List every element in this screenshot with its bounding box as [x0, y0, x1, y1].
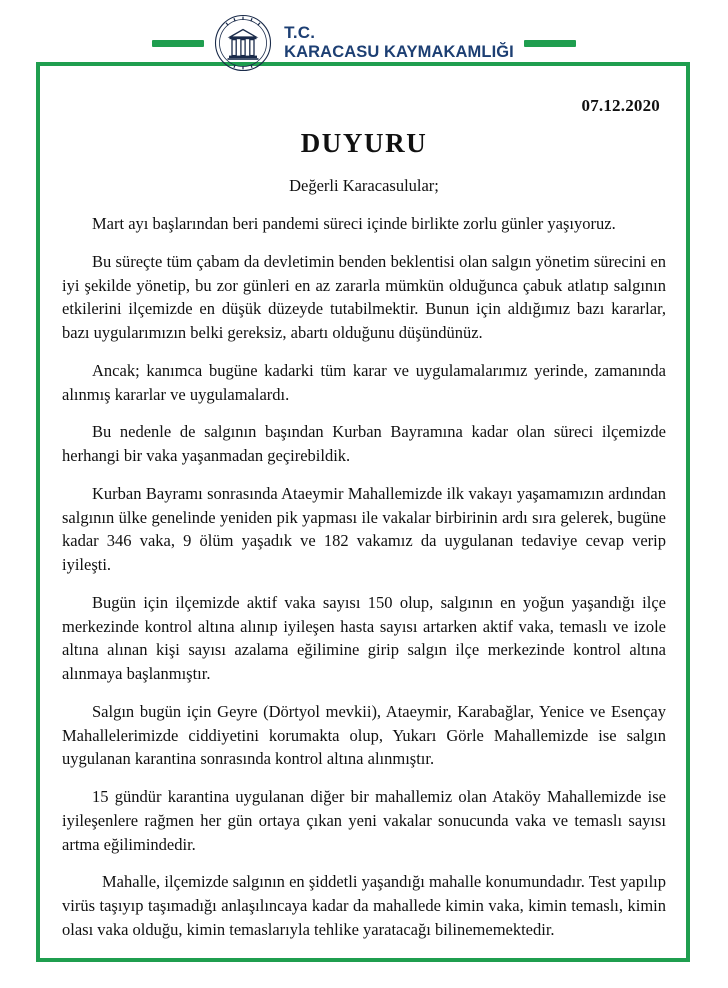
body-paragraph: 15 gündür karantina uygulanan diğer bir mahallemiz olan Ataköy Mahallemizde ise iyileşenlere rağmen her gün ortaya çıkan yeni vakalar sonucunda vaka ve temaslı sayısı artma eğilimindedir. [62, 787, 666, 854]
document-date: 07.12.2020 [581, 96, 660, 115]
letterhead-office-name: KARACASU KAYMAKAMLIĞI [284, 43, 514, 62]
letterhead-rule-right [524, 40, 576, 47]
letterhead [0, 0, 728, 86]
letterhead-rule-left [152, 40, 204, 47]
body-paragraph: Bu nedenle de salgının başından Kurban Bayramına kadar olan süreci ilçemizde herhangi bir vaka yaşanmadan geçirebildik. [62, 422, 666, 465]
body-paragraph: Bugün için ilçemizde aktif vaka sayısı 150 olup, salgının en yoğun yaşandığı ilçe merkezinde kontrol altına alınıp iyileşen hasta sayısı artarken aktif vaka, temaslı ve izole altına alınan kişi sayısı azalama eğilimine girip salgın ilçe merkezinde kontrol altına alınmaya başlanmıştır. [62, 592, 666, 683]
document-sheet [36, 62, 690, 962]
document-body [62, 212, 666, 942]
body-paragraph: Mahalle, ilçemizde salgının en şiddetli yaşandığı mahalle konumundadır. Test yapılıp virüs taşıyıp taşımadığı anlaşılıncaya kadar da mahallede kimin vaka, kimin temaslı, kimin olası vaka olduğu, kimin temaslarıyla tehlike yaratacağı bilinememektedir. [62, 872, 666, 939]
body-paragraph: Bu süreçte tüm çabam da devletimin benden beklentisi olan salgın yönetim sürecini en iyi şekilde yönetip, bu zor günleri en az zararla mümkün olduğunca çabuk atlatıp salgının etkilerini ilçemizde en düşük düzeyde tutabilmektir. Bunun için aldığımız bazı kararlar, bazı uygularımızın belki gereksiz, abartı olduğunu düşündünüz. [62, 251, 666, 342]
body-paragraph: Kurban Bayramı sonrasında Ataeymir Mahallemizde ilk vakayı yaşamamızın ardından salgının ülke genelinde yeniden pik yapması ile vakalar birbirinin ardı sıra gelerek, bugüne kadar 346 vaka, 9 ölüm yaşadık ve 182 vakamız da uygulanan tedaviye cevap verip iyileşti. [62, 483, 666, 574]
turkish-republic-emblem-icon [214, 14, 272, 72]
document-title: DUYURU [300, 128, 428, 158]
letterhead-republic-line: T.C. [284, 23, 316, 43]
body-paragraph: Salgın bugün için Geyre (Dörtyol mevkii), Ataeymir, Karabağlar, Yenice ve Esençay Mahallelerimizde ciddiyetini korumakta olup, Yukarı Görle Mahallemizde ise salgın uygulanan karantina sonrasında kontrol altına alınmıştır. [62, 701, 666, 769]
body-paragraph: Mart ayı başlarından beri pandemi süreci içinde birlikte zorlu günler yaşıyoruz. [92, 214, 616, 233]
body-paragraph: Ancak; kanımca bugüne kadarki tüm karar ve uygulamalarımız yerinde, zamanında alınmış kararlar ve uygulamalardı. [62, 360, 666, 404]
letterhead-text [282, 23, 514, 63]
document-salutation: Değerli Karacasulular; [289, 176, 439, 195]
